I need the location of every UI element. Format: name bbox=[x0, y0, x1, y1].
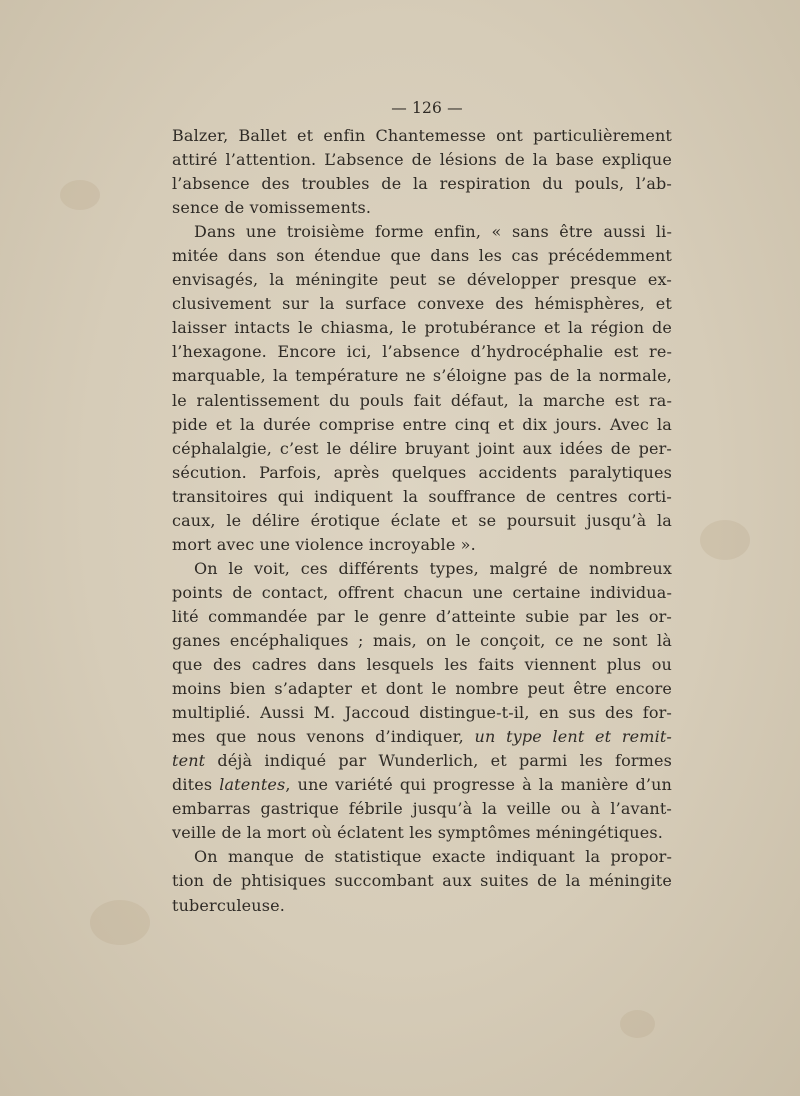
paper-stain bbox=[90, 900, 150, 945]
text-line: multiplié. Aussi M. Jaccoud distingue-t-il, en sus des for- bbox=[172, 703, 672, 723]
text-line: On manque de statistique exacte indiquant la propor- bbox=[194, 847, 672, 867]
text-line: que des cadres dans lesquels les faits viennent plus ou bbox=[172, 655, 672, 675]
text-line: lité commandée par le genre d’atteinte subie par les or- bbox=[172, 606, 672, 626]
text-line: embarras gastrique fébrile jusqu’à la veille ou à l’avant- bbox=[172, 799, 672, 819]
text-line: sécution. Parfois, après quelques accidents paralytiques bbox=[172, 462, 672, 482]
text-line-with-italic bbox=[172, 725, 672, 749]
text-line: ganes encéphaliques ; mais, on le conçoit, ce ne sont là bbox=[172, 630, 672, 650]
text-line: pide et la durée comprise entre cinq et dix jours. Avec la bbox=[172, 414, 672, 434]
text-line: laisser intacts le chiasma, le protubérance et la région de bbox=[172, 318, 672, 338]
text-line: veille de la mort où éclatent les symptômes méningétiques. bbox=[172, 823, 663, 843]
italic-text: tent bbox=[172, 751, 206, 771]
text-segment: mes que nous venons d’indiquer, bbox=[172, 727, 464, 747]
text-line: sence de vomissements. bbox=[172, 198, 372, 218]
text-line-with-italic bbox=[172, 749, 672, 773]
text-line: le ralentissement du pouls fait défaut, la marche est ra- bbox=[172, 390, 672, 410]
text-line: tion de phtisiques succombant aux suites de la méningite bbox=[172, 871, 672, 891]
text-line: Dans une troisième forme enfin, « sans être aussi li- bbox=[194, 222, 672, 242]
text-line: tuberculeuse. bbox=[172, 895, 285, 915]
text-line: l’hexagone. Encore ici, l’absence d’hydrocéphalie est re- bbox=[172, 342, 672, 362]
page-number: — 126 — bbox=[391, 99, 463, 117]
text-line: clusivement sur la surface convexe des hémisphères, et bbox=[172, 294, 672, 314]
text-line: transitoires qui indiquent la souffrance de centres corti- bbox=[172, 486, 672, 506]
text-line: On le voit, ces différents types, malgré de nombreux bbox=[194, 558, 672, 578]
paper-stain bbox=[60, 180, 100, 210]
text-line: céphalalgie, c’est le délire bruyant joint aux idées de per- bbox=[172, 438, 672, 458]
italic-text: latentes bbox=[219, 775, 286, 795]
text-line: moins bien s’adapter et dont le nombre peut être encore bbox=[172, 679, 672, 699]
text-segment: dites bbox=[172, 775, 213, 795]
paper-stain bbox=[700, 520, 750, 560]
text-line: mort avec une violence incroyable ». bbox=[172, 534, 476, 554]
text-line: mitée dans son étendue que dans les cas précédemment bbox=[172, 246, 672, 266]
text-line: envisagés, la méningite peut se développer presque ex- bbox=[172, 270, 672, 290]
text-line: attiré l’attention. L’absence de lésions de la base explique bbox=[172, 150, 672, 170]
text-line: Balzer, Ballet et enfin Chantemesse ont particulièrement bbox=[172, 126, 672, 145]
text-line: marquable, la température ne s’éloigne pas de la normale, bbox=[172, 366, 672, 386]
text-line: points de contact, offrent chacun une certaine individua- bbox=[172, 582, 672, 602]
text-segment: , une variété qui progresse à la manière d’un bbox=[285, 775, 672, 795]
italic-text: un type lent et remit- bbox=[474, 727, 672, 747]
text-line: l’absence des troubles de la respiration du pouls, l’ab- bbox=[172, 174, 672, 194]
text-line: caux, le délire érotique éclate et se poursuit jusqu’à la bbox=[172, 510, 672, 530]
paper-stain bbox=[620, 1010, 655, 1038]
text-line-with-italic bbox=[172, 773, 672, 797]
text-segment: déjà indiqué par Wunderlich, et parmi les formes bbox=[217, 751, 672, 771]
page-text bbox=[172, 96, 672, 918]
